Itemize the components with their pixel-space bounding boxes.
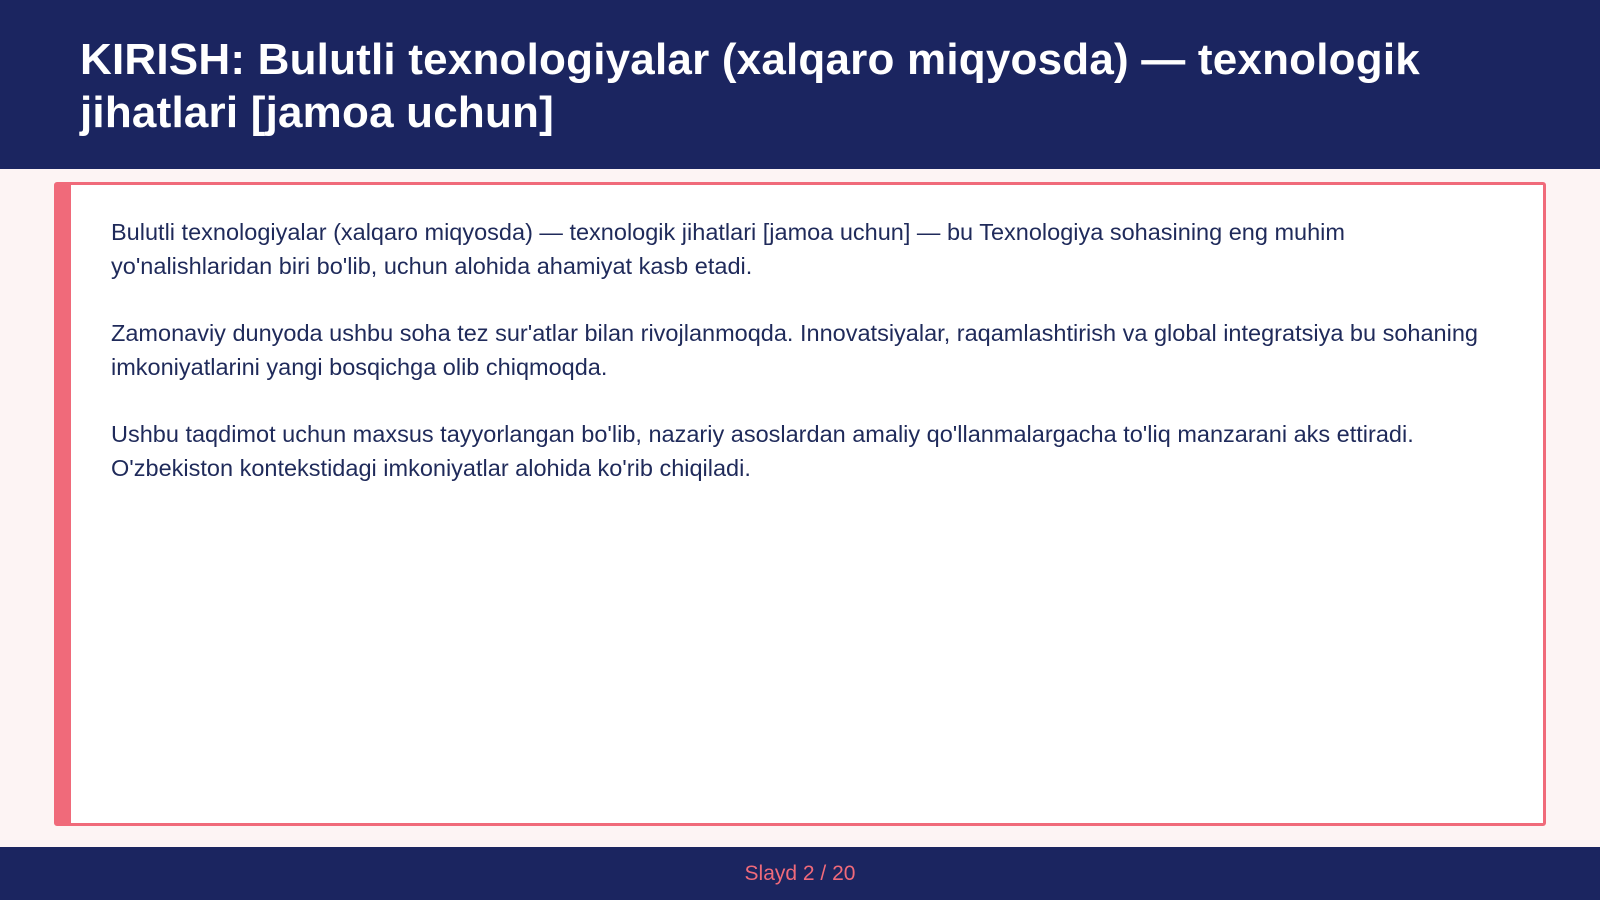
- paragraph-modern-world: Zamonaviy dunyoda ushbu soha tez sur'atlar bilan rivojlanmoqda. Innovatsiyalar, raqamlashtirish va global integratsiya bu sohaning imkoniyatlarini yangi bosqichga olib chiqmoqda.: [111, 320, 1478, 380]
- slide-header: [0, 0, 1600, 169]
- content-card: [54, 182, 1546, 826]
- paragraph-presentation-purpose: Ushbu taqdimot uchun maxsus tayyorlangan bo'lib, nazariy asoslardan amaliy qo'llanmalargacha to'liq manzarani aks ettiradi. O'zbekiston kontekstidagi imkoniyatlar alohida ko'rib chiqiladi.: [111, 421, 1414, 481]
- paragraph-intro: Bulutli texnologiyalar (xalqaro miqyosda) — texnologik jihatlari [jamoa uchun] — bu Texnologiya sohasining eng muhim yo'nalishlaridan biri bo'lib, uchun alohida ahamiyat kasb etadi.: [111, 219, 1345, 279]
- slide-title: KIRISH: Bulutli texnologiyalar (xalqaro miqyosda) — texnologik jihatlari [jamoa uchun]: [80, 35, 1420, 137]
- slide-counter: Slayd 2 / 20: [744, 862, 856, 885]
- slide-footer: [0, 847, 1600, 900]
